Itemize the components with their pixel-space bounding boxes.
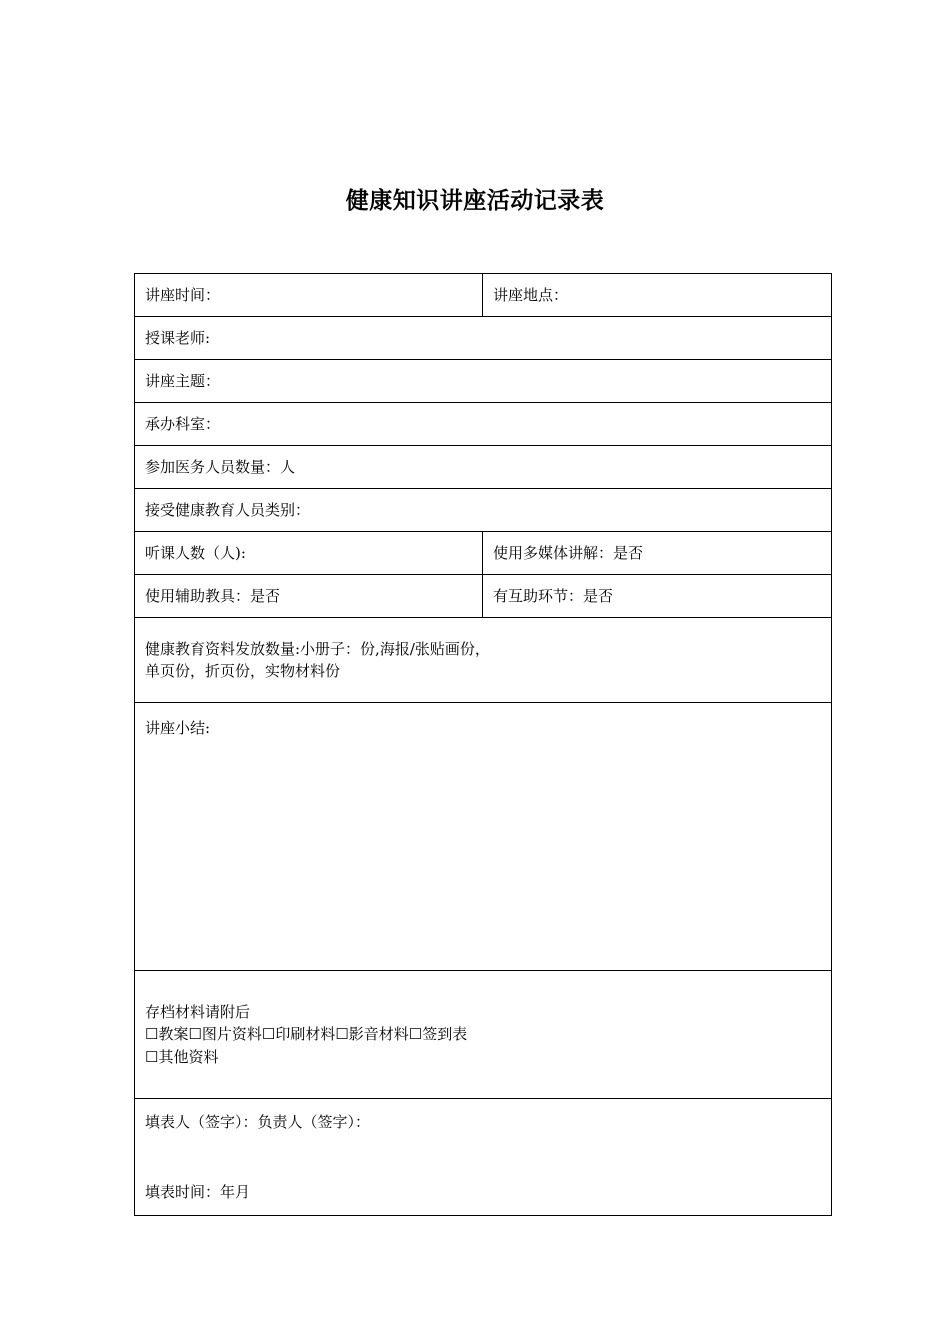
teaching-aids-field[interactable]: 使用辅助教具：是否 bbox=[135, 575, 483, 618]
table-row bbox=[135, 489, 832, 532]
signature-space bbox=[145, 1133, 821, 1181]
archive-checkboxes-line-2[interactable]: ☐其他资料 bbox=[145, 1047, 219, 1066]
interaction-field[interactable]: 有互助环节：是否 bbox=[483, 575, 832, 618]
summary-label: 讲座小结: bbox=[145, 719, 211, 737]
table-row bbox=[135, 446, 832, 489]
medical-staff-count-field[interactable]: 参加医务人员数量：人 bbox=[135, 446, 832, 489]
table-row bbox=[135, 360, 832, 403]
archive-checkboxes-line-1[interactable]: ☐教案☐图片资料☐印刷材料☐影音材料☐签到表 bbox=[145, 1025, 468, 1044]
signers-label: 填表人（签字）：负责人（签字）： bbox=[145, 1112, 371, 1131]
table-row bbox=[135, 317, 832, 360]
department-field[interactable]: 承办科室： bbox=[135, 403, 832, 446]
materials-line-2: 单页份，折页份，实物材料份 bbox=[145, 662, 341, 680]
table-row bbox=[135, 532, 832, 575]
table-row bbox=[135, 274, 832, 317]
table-row bbox=[135, 403, 832, 446]
archive-title: 存档材料请附后 bbox=[145, 1002, 251, 1021]
attendees-field[interactable]: 听课人数（人): bbox=[135, 532, 483, 575]
multimedia-field[interactable]: 使用多媒体讲解：是否 bbox=[483, 532, 832, 575]
lecture-place-field[interactable]: 讲座地点： bbox=[483, 274, 832, 317]
lecture-time-field[interactable]: 讲座时间： bbox=[135, 274, 483, 317]
table-row bbox=[135, 575, 832, 618]
materials-line-1: 健康教育资料发放数量:小册子：份,海报/张贴画份， bbox=[145, 639, 490, 658]
topic-field[interactable]: 讲座主题： bbox=[135, 360, 832, 403]
summary-field[interactable] bbox=[135, 703, 832, 971]
fill-date-label: 填表时间：年月 bbox=[145, 1183, 251, 1201]
archive-field bbox=[135, 971, 832, 1099]
page-title: 健康知识讲座活动记录表 bbox=[345, 187, 605, 214]
table-row bbox=[135, 618, 832, 703]
table-row bbox=[135, 703, 832, 971]
signature-field[interactable] bbox=[135, 1099, 832, 1216]
materials-field[interactable] bbox=[135, 618, 832, 703]
table-row bbox=[135, 1099, 832, 1216]
teacher-field[interactable]: 授课老师: bbox=[135, 317, 832, 360]
record-form-table bbox=[134, 273, 832, 1216]
table-row bbox=[135, 971, 832, 1099]
audience-category-field[interactable]: 接受健康教育人员类别： bbox=[135, 489, 832, 532]
